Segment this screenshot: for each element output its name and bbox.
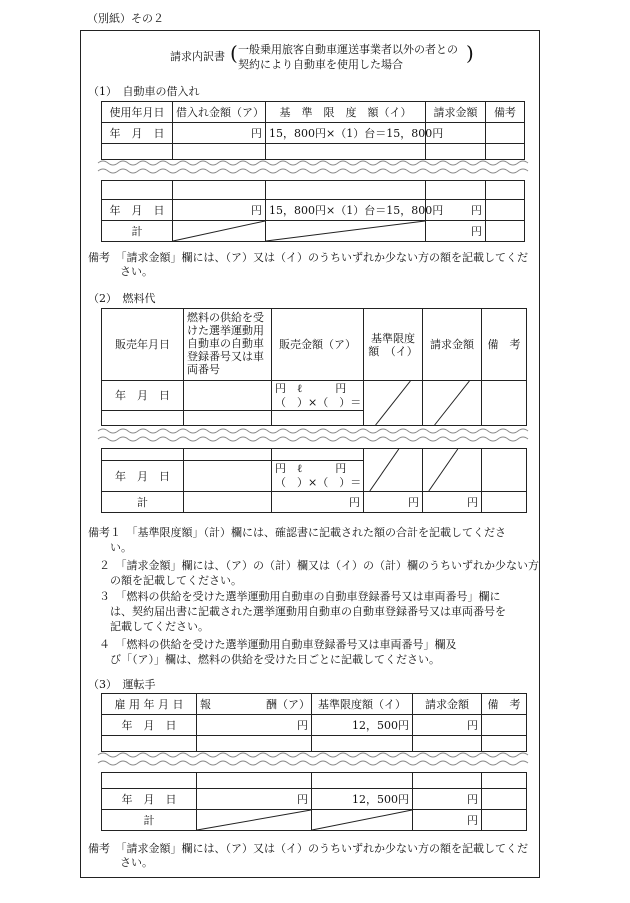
header-claim: 請求金額 bbox=[423, 309, 482, 381]
formula-cell: 15，800円×（1）台＝15，800円 bbox=[266, 123, 426, 144]
total-label: 計 bbox=[102, 492, 184, 513]
section3-note-line1: 備考 「請求金額」欄には、（ア）又は（イ）のうちいずれか少ない方の額を記載してくだ bbox=[88, 842, 528, 855]
remarks-cell bbox=[482, 449, 527, 492]
date-cell: 年 月 日 bbox=[102, 381, 184, 411]
fuel-table-top bbox=[101, 308, 527, 426]
header-remarks: 備 考 bbox=[482, 309, 527, 381]
section3-heading: （3） 運転手 bbox=[88, 678, 156, 691]
driver-table-top bbox=[101, 693, 527, 752]
diagonal-cell bbox=[266, 221, 426, 242]
diagonal-cell bbox=[423, 449, 482, 492]
vehicle-cell bbox=[184, 381, 272, 411]
amount-line2: （ ）×（ ）＝ bbox=[275, 476, 362, 489]
section2-note-2b: の額を記載してください。 bbox=[88, 574, 242, 587]
remarks-cell bbox=[486, 221, 525, 242]
claim-cell: 円 bbox=[413, 789, 482, 810]
driver-table-bottom bbox=[101, 772, 527, 831]
header-sale-date: 販売年月日 bbox=[102, 309, 184, 381]
title-sub-line1: 一般乗用旅客自動車運送事業者以外の者との bbox=[238, 43, 458, 56]
pay-cell: 円 bbox=[197, 789, 312, 810]
total-row bbox=[102, 810, 527, 831]
header-vehicle-reg: 燃料の供給を受けた選挙運動用自動車の自動車登録番号又は車両番号 bbox=[184, 309, 272, 381]
rental-table-bottom bbox=[101, 180, 525, 242]
amount-cell: 円 bbox=[173, 123, 266, 144]
amount-cell: 円 bbox=[173, 200, 266, 221]
header-employ-date: 雇 用 年 月 日 bbox=[102, 694, 197, 715]
date-cell: 年 月 日 bbox=[102, 715, 197, 736]
section3-note-line2: さい。 bbox=[120, 856, 153, 869]
section2-note-3: ３ 「燃料の供給を受けた選挙運動用自動車の自動車登録番号又は車両番号」欄に bbox=[88, 590, 501, 603]
total-row bbox=[102, 492, 527, 513]
table-row bbox=[102, 381, 527, 411]
header-remarks: 備考 bbox=[486, 102, 525, 123]
amount-formula-cell bbox=[272, 381, 364, 411]
rental-table-top bbox=[101, 101, 525, 160]
remarks-cell bbox=[482, 789, 527, 810]
form-title: 請求内訳書 bbox=[170, 50, 225, 63]
limit-cell: 12，500円 bbox=[312, 789, 413, 810]
section2-note-2: ２ 「請求金額」欄には、（ア）の（計）欄又は（イ）の（計）欄のうちいずれか少ない方 bbox=[88, 559, 539, 572]
header-remarks: 備 考 bbox=[482, 694, 527, 715]
pay-cell: 円 bbox=[197, 715, 312, 736]
vehicle-cell bbox=[184, 492, 272, 513]
vehicle-cell bbox=[184, 461, 272, 492]
amount-line1: 円 ℓ 円 bbox=[275, 381, 347, 395]
limit-cell: 12，500円 bbox=[312, 715, 413, 736]
date-cell: 年 月 日 bbox=[102, 200, 173, 221]
header-rental-amount: 借入れ金額（ア） bbox=[173, 102, 266, 123]
formula-cell: 15，800円×（1）台＝15，800円 bbox=[266, 200, 426, 221]
section1-note-line1: 備考 「請求金額」欄には、（ア）又は（イ）のうちいずれか少ない方の額を記載してくだ bbox=[88, 251, 528, 264]
amount-line2: （ ）×（ ）＝ bbox=[275, 395, 362, 409]
table-row bbox=[102, 200, 525, 221]
section2-heading: （2） 燃料代 bbox=[88, 292, 156, 305]
omission-wave bbox=[98, 425, 530, 445]
page-label: （別紙）その２ bbox=[87, 12, 164, 25]
total-amount-cell: 円 bbox=[272, 492, 364, 513]
remarks-cell bbox=[486, 123, 525, 144]
header-pay: 報 酬（ア） bbox=[197, 694, 312, 715]
table-row bbox=[102, 789, 527, 810]
amount-formula-cell bbox=[272, 461, 364, 492]
total-claim-cell: 円 bbox=[423, 492, 482, 513]
total-limit-cell: 円 bbox=[364, 492, 423, 513]
claim-cell: 円 bbox=[426, 200, 486, 221]
remarks-cell bbox=[482, 810, 527, 831]
left-paren: ( bbox=[230, 41, 238, 65]
table-row bbox=[102, 715, 527, 736]
amount-line1: 円 ℓ 円 bbox=[275, 462, 347, 475]
header-limit: 基準限度額（イ） bbox=[312, 694, 413, 715]
remarks-cell bbox=[482, 492, 527, 513]
total-label: 計 bbox=[102, 810, 197, 831]
diagonal-cell bbox=[173, 221, 266, 242]
remarks-cell bbox=[482, 381, 527, 426]
title-sub-line2: 契約により自動車を使用した場合 bbox=[238, 58, 403, 71]
section2-note-1: 備考１ 「基準限度額」（計）欄には、確認書に記載された額の合計を記載してくださ bbox=[88, 526, 506, 539]
header-sale-amount: 販売金額（ア） bbox=[272, 309, 364, 381]
header-limit: 基 準 限 度 額（イ） bbox=[266, 102, 426, 123]
date-cell: 年 月 日 bbox=[102, 461, 184, 492]
total-claim-cell: 円 bbox=[413, 810, 482, 831]
diagonal-cell bbox=[423, 381, 482, 426]
right-paren: ) bbox=[466, 41, 474, 65]
section2-note-4: ４ 「燃料の供給を受けた選挙運動用自動車登録番号又は車両番号」欄及 bbox=[88, 638, 457, 651]
header-limit: 基準限度額 （イ） bbox=[364, 309, 423, 381]
remarks-cell bbox=[486, 200, 525, 221]
omission-wave bbox=[98, 157, 528, 177]
header-claim: 請求金額 bbox=[426, 102, 486, 123]
date-cell: 年 月 日 bbox=[102, 123, 173, 144]
total-label: 計 bbox=[102, 221, 173, 242]
total-claim-cell: 円 bbox=[426, 221, 486, 242]
section1-note-line2: さい。 bbox=[120, 265, 153, 278]
section2-note-3c: 記載してください。 bbox=[88, 620, 209, 633]
header-claim: 請求金額 bbox=[413, 694, 482, 715]
section2-note-4b: び「（ア）」欄は、燃料の供給を受けた日ごとに記載してください。 bbox=[88, 653, 440, 666]
claim-cell: 円 bbox=[413, 715, 482, 736]
remarks-cell bbox=[482, 715, 527, 736]
diagonal-cell bbox=[312, 810, 413, 831]
header-use-date: 使用年月日 bbox=[102, 102, 173, 123]
fuel-table-bottom bbox=[101, 448, 527, 513]
diagonal-cell bbox=[364, 449, 423, 492]
omission-wave bbox=[98, 749, 530, 769]
diagonal-cell bbox=[197, 810, 312, 831]
diagonal-cell bbox=[364, 381, 423, 426]
table-row bbox=[102, 123, 525, 144]
section1-heading: （1） 自動車の借入れ bbox=[88, 85, 200, 98]
total-row bbox=[102, 221, 525, 242]
section2-note-1b: い。 bbox=[88, 541, 132, 554]
date-cell: 年 月 日 bbox=[102, 789, 197, 810]
section2-note-3b: は、契約届出書に記載された選挙運動用自動車の自動車登録番号又は車両番号を bbox=[88, 605, 506, 618]
